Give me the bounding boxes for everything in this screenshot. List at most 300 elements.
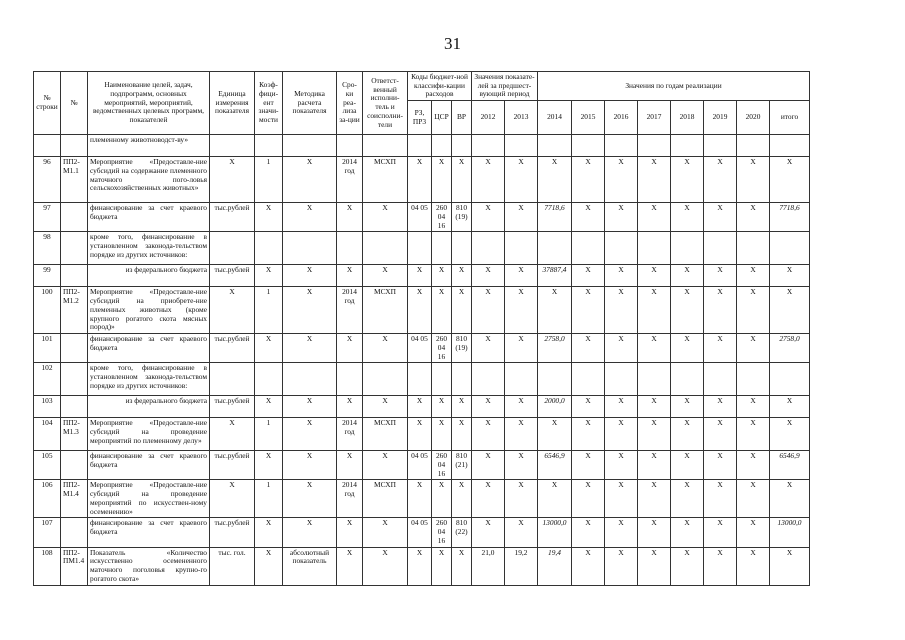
row-2015: Х (572, 418, 605, 451)
header-method: Методика расчета показателя (283, 72, 337, 135)
row-rz: Х (408, 157, 432, 203)
row-2020: Х (737, 518, 770, 547)
row-coef (255, 363, 283, 396)
row-2013: Х (505, 157, 538, 203)
row-name: Мероприятие «Предоставле-ние субсидий на приобрете-ние племенных животных (кроме крупного рогатого скота мясных пород)» (88, 287, 210, 334)
row-rz: Х (408, 287, 432, 334)
row-name: кроме того, финансирование в установленном законода-тельством порядке из других источников: (88, 363, 210, 396)
row-responsible: МСХП (363, 157, 408, 203)
header-2013: 2013 (505, 101, 538, 135)
row-2020: Х (737, 265, 770, 287)
row-coef: Х (255, 334, 283, 363)
row-responsible (363, 232, 408, 265)
row-coef (255, 135, 283, 157)
row-number: 101 (34, 334, 61, 363)
row-coef: 1 (255, 480, 283, 518)
header-responsible: Ответст-венный исполни-тель и соисполни-тели (363, 72, 408, 135)
header-rz: РЗ, ПР3 (408, 101, 432, 135)
header-row-no: № строки (34, 72, 61, 135)
row-2014: Х (538, 157, 572, 203)
row-coef: Х (255, 451, 283, 480)
row-total (770, 232, 810, 265)
row-2018: Х (671, 157, 704, 203)
row-2012: Х (472, 287, 505, 334)
row-2012: Х (472, 265, 505, 287)
row-2019: Х (704, 418, 737, 451)
row-2015: Х (572, 518, 605, 547)
row-2015: Х (572, 265, 605, 287)
row-2018: Х (671, 265, 704, 287)
row-2016: Х (605, 203, 638, 232)
row-code: ПП2-М1.2 (61, 287, 88, 334)
row-2018: Х (671, 547, 704, 585)
row-2014: Х (538, 480, 572, 518)
row-2014: 19,4 (538, 547, 572, 585)
row-rz (408, 135, 432, 157)
row-unit: тыс.рублей (210, 518, 255, 547)
row-term: Х (337, 451, 363, 480)
row-csr: Х (432, 418, 452, 451)
row-rz (408, 363, 432, 396)
row-2018 (671, 363, 704, 396)
row-2018: Х (671, 396, 704, 418)
row-unit: Х (210, 157, 255, 203)
row-method: Х (283, 480, 337, 518)
row-csr: 260 04 16 (432, 518, 452, 547)
row-responsible: Х (363, 334, 408, 363)
row-number: 96 (34, 157, 61, 203)
row-rz: Х (408, 547, 432, 585)
row-2012 (472, 135, 505, 157)
row-2012: Х (472, 396, 505, 418)
row-method (283, 232, 337, 265)
row-2020: Х (737, 480, 770, 518)
row-2020: Х (737, 418, 770, 451)
row-2014: 37887,4 (538, 265, 572, 287)
row-term: 2014 год (337, 157, 363, 203)
row-csr: Х (432, 265, 452, 287)
row-method: абсолютный показатель (283, 547, 337, 585)
row-2013 (505, 232, 538, 265)
row-vr (452, 363, 472, 396)
row-2015 (572, 232, 605, 265)
row-total (770, 135, 810, 157)
row-term: 2014 год (337, 287, 363, 334)
row-term: Х (337, 547, 363, 585)
row-2012: Х (472, 451, 505, 480)
row-number: 108 (34, 547, 61, 585)
page-number: 31 (444, 34, 461, 53)
row-2017: Х (638, 418, 671, 451)
row-total: Х (770, 480, 810, 518)
row-2014: Х (538, 418, 572, 451)
row-2019: Х (704, 287, 737, 334)
row-rz: Х (408, 265, 432, 287)
row-2019: Х (704, 518, 737, 547)
row-unit (210, 363, 255, 396)
row-number: 100 (34, 287, 61, 334)
table-row (34, 396, 810, 418)
row-2019: Х (704, 396, 737, 418)
row-2015 (572, 135, 605, 157)
row-coef: 1 (255, 287, 283, 334)
row-responsible (363, 363, 408, 396)
row-method: Х (283, 418, 337, 451)
row-csr (432, 135, 452, 157)
row-2016: Х (605, 480, 638, 518)
header-prior-period: Значения показате-лей за предшест-вующий период (472, 72, 538, 101)
row-2012 (472, 363, 505, 396)
row-2016: Х (605, 334, 638, 363)
row-2013: Х (505, 203, 538, 232)
row-method: Х (283, 396, 337, 418)
row-2012 (472, 232, 505, 265)
row-total: 6546,9 (770, 451, 810, 480)
row-name: Мероприятие «Предоставле-ние субсидий на проведение мероприятий по племенному делу» (88, 418, 210, 451)
row-rz: 04 05 (408, 518, 432, 547)
row-2017: Х (638, 265, 671, 287)
row-code (61, 203, 88, 232)
row-number: 97 (34, 203, 61, 232)
row-2013 (505, 135, 538, 157)
row-2016: Х (605, 547, 638, 585)
row-2013: Х (505, 480, 538, 518)
row-code: ПП2-М1.4 (61, 480, 88, 518)
table-row (34, 203, 810, 232)
row-2015 (572, 363, 605, 396)
row-code: ПП2-М1.1 (61, 157, 88, 203)
row-vr: Х (452, 287, 472, 334)
row-2012: Х (472, 203, 505, 232)
row-2018: Х (671, 451, 704, 480)
row-2017: Х (638, 334, 671, 363)
header-years: Значения по годам реализации (538, 72, 810, 101)
row-2017: Х (638, 396, 671, 418)
header-2014: 2014 (538, 101, 572, 135)
row-2014: Х (538, 287, 572, 334)
table-body (34, 135, 810, 585)
row-2014 (538, 363, 572, 396)
row-2018 (671, 135, 704, 157)
row-2020: Х (737, 334, 770, 363)
row-total: Х (770, 157, 810, 203)
row-vr (452, 232, 472, 265)
row-2016: Х (605, 518, 638, 547)
row-vr: Х (452, 265, 472, 287)
row-responsible: Х (363, 547, 408, 585)
row-coef (255, 232, 283, 265)
row-method: Х (283, 265, 337, 287)
program-table (33, 71, 810, 586)
row-2017 (638, 363, 671, 396)
row-csr: Х (432, 547, 452, 585)
row-2016: Х (605, 451, 638, 480)
row-responsible: Х (363, 265, 408, 287)
row-2019 (704, 232, 737, 265)
table-row (34, 265, 810, 287)
row-code (61, 451, 88, 480)
row-2013: Х (505, 396, 538, 418)
row-2014 (538, 135, 572, 157)
row-total: 7718,6 (770, 203, 810, 232)
row-2018: Х (671, 480, 704, 518)
row-code: ПП2-М1.3 (61, 418, 88, 451)
row-coef: Х (255, 203, 283, 232)
row-2015: Х (572, 396, 605, 418)
row-method (283, 363, 337, 396)
row-total (770, 363, 810, 396)
row-2020: Х (737, 287, 770, 334)
row-number: 103 (34, 396, 61, 418)
row-name: из федерального бюджета (88, 265, 210, 287)
row-2020: Х (737, 451, 770, 480)
row-csr: Х (432, 157, 452, 203)
row-name: Мероприятие «Предоставле-ние субсидий на проведение мероприятий по искусствен-ному осеменению» (88, 480, 210, 518)
table-row (34, 547, 810, 585)
row-rz: Х (408, 396, 432, 418)
row-name: Показатель «Количество искусственно осемененного маточного поголовья крупно-го рогатого скота» (88, 547, 210, 585)
row-2016 (605, 232, 638, 265)
row-number: 98 (34, 232, 61, 265)
row-total: Х (770, 547, 810, 585)
row-2017: Х (638, 547, 671, 585)
row-unit (210, 135, 255, 157)
row-number: 99 (34, 265, 61, 287)
row-name: финансирование за счет краевого бюджета (88, 451, 210, 480)
table-row (34, 157, 810, 203)
row-term: 2014 год (337, 418, 363, 451)
row-2017 (638, 232, 671, 265)
row-total: Х (770, 265, 810, 287)
row-csr (432, 363, 452, 396)
row-2018: Х (671, 518, 704, 547)
table-row (34, 518, 810, 547)
row-term: Х (337, 518, 363, 547)
row-unit: Х (210, 480, 255, 518)
row-2015: Х (572, 287, 605, 334)
row-csr: 260 04 16 (432, 334, 452, 363)
row-2019 (704, 363, 737, 396)
row-2018: Х (671, 203, 704, 232)
row-2019: Х (704, 334, 737, 363)
row-2012: Х (472, 334, 505, 363)
row-csr (432, 232, 452, 265)
row-2015: Х (572, 203, 605, 232)
row-2017: Х (638, 157, 671, 203)
row-2017: Х (638, 480, 671, 518)
row-rz: Х (408, 418, 432, 451)
row-rz: 04 05 (408, 334, 432, 363)
row-code (61, 396, 88, 418)
row-2014: 2000,0 (538, 396, 572, 418)
row-coef: 1 (255, 418, 283, 451)
row-2020: Х (737, 547, 770, 585)
row-coef: 1 (255, 157, 283, 203)
row-2015: Х (572, 157, 605, 203)
row-csr: 260 04 16 (432, 451, 452, 480)
row-code (61, 334, 88, 363)
row-vr: Х (452, 418, 472, 451)
row-2013: Х (505, 265, 538, 287)
row-unit: тыс.рублей (210, 334, 255, 363)
row-term (337, 363, 363, 396)
row-2020: Х (737, 396, 770, 418)
row-2013: Х (505, 518, 538, 547)
row-2016: Х (605, 396, 638, 418)
row-unit: тыс.рублей (210, 396, 255, 418)
row-csr: Х (432, 396, 452, 418)
row-2019: Х (704, 265, 737, 287)
header-unit: Единица измерения показателя (210, 72, 255, 135)
row-csr: Х (432, 480, 452, 518)
row-2014: 2758,0 (538, 334, 572, 363)
row-2012: Х (472, 518, 505, 547)
row-responsible (363, 135, 408, 157)
table-row (34, 287, 810, 334)
row-rz: 04 05 (408, 451, 432, 480)
row-name: кроме того, финансирование в установленном законода-тельством порядке из других источников: (88, 232, 210, 265)
row-number: 107 (34, 518, 61, 547)
row-unit: Х (210, 418, 255, 451)
row-total: 13000,0 (770, 518, 810, 547)
row-code (61, 265, 88, 287)
table-row (34, 135, 810, 157)
row-vr (452, 135, 472, 157)
row-2019: Х (704, 547, 737, 585)
row-vr: 810 (22) (452, 518, 472, 547)
row-method: Х (283, 203, 337, 232)
row-unit: тыс.рублей (210, 451, 255, 480)
row-coef: Х (255, 518, 283, 547)
row-2019: Х (704, 480, 737, 518)
row-number: 106 (34, 480, 61, 518)
row-method: Х (283, 334, 337, 363)
row-2019: Х (704, 157, 737, 203)
row-vr: Х (452, 396, 472, 418)
row-code (61, 518, 88, 547)
row-2012: Х (472, 157, 505, 203)
header-budget-codes: Коды бюджет-ной классифи-кации расходов (408, 72, 472, 101)
header-2020: 2020 (737, 101, 770, 135)
row-responsible: Х (363, 518, 408, 547)
row-2020: Х (737, 157, 770, 203)
row-total: Х (770, 396, 810, 418)
table-row (34, 451, 810, 480)
header-2018: 2018 (671, 101, 704, 135)
header-name: Наименование целей, задач, подпрограмм, основных мероприятий, мероприятий, ведомственных целевых программ, показателей (88, 72, 210, 135)
row-2012: Х (472, 418, 505, 451)
row-2012: Х (472, 480, 505, 518)
row-2014: 6546,9 (538, 451, 572, 480)
row-2014 (538, 232, 572, 265)
row-number: 104 (34, 418, 61, 451)
row-term: Х (337, 203, 363, 232)
row-term: 2014 год (337, 480, 363, 518)
row-2020 (737, 363, 770, 396)
row-2015: Х (572, 334, 605, 363)
header-term: Сро-ки реа-лиза за-ции (337, 72, 363, 135)
row-term: Х (337, 265, 363, 287)
row-2013: Х (505, 287, 538, 334)
row-name: финансирование за счет краевого бюджета (88, 518, 210, 547)
row-2020 (737, 135, 770, 157)
row-2020 (737, 232, 770, 265)
header-csr: ЦСР (432, 101, 452, 135)
header-no: № (61, 72, 88, 135)
row-vr: Х (452, 157, 472, 203)
row-total: 2758,0 (770, 334, 810, 363)
row-csr: 260 04 16 (432, 203, 452, 232)
row-2017: Х (638, 287, 671, 334)
table-row (34, 232, 810, 265)
row-method: Х (283, 157, 337, 203)
table-row (34, 480, 810, 518)
header-total: итого (770, 101, 810, 135)
row-2013 (505, 363, 538, 396)
row-2016: Х (605, 265, 638, 287)
header-vr: ВР (452, 101, 472, 135)
row-term (337, 135, 363, 157)
row-2013: Х (505, 451, 538, 480)
row-responsible: Х (363, 396, 408, 418)
table-row (34, 334, 810, 363)
row-term: Х (337, 334, 363, 363)
row-2020: Х (737, 203, 770, 232)
header-2019: 2019 (704, 101, 737, 135)
row-2014: 13000,0 (538, 518, 572, 547)
row-name: Мероприятие «Предоставле-ние субсидий на содержание племенного маточного пого-ловья сельскохозяйственных животных» (88, 157, 210, 203)
row-name: из федерального бюджета (88, 396, 210, 418)
row-2016 (605, 135, 638, 157)
row-2016: Х (605, 287, 638, 334)
row-method (283, 135, 337, 157)
row-unit (210, 232, 255, 265)
row-total: Х (770, 287, 810, 334)
row-coef: Х (255, 396, 283, 418)
row-2016 (605, 363, 638, 396)
row-2019: Х (704, 451, 737, 480)
row-unit: тыс. гол. (210, 547, 255, 585)
row-number (34, 135, 61, 157)
row-total: Х (770, 418, 810, 451)
row-code (61, 135, 88, 157)
row-coef: Х (255, 265, 283, 287)
row-2018 (671, 232, 704, 265)
row-rz: 04 05 (408, 203, 432, 232)
row-2018: Х (671, 418, 704, 451)
header-coef: Коэф-фици-ент значи-мости (255, 72, 283, 135)
row-csr: Х (432, 287, 452, 334)
row-unit: Х (210, 287, 255, 334)
row-responsible: Х (363, 451, 408, 480)
row-number: 105 (34, 451, 61, 480)
row-2013: Х (505, 418, 538, 451)
row-vr: 810 (19) (452, 334, 472, 363)
row-2015: Х (572, 547, 605, 585)
row-code (61, 232, 88, 265)
row-2017: Х (638, 518, 671, 547)
row-method: Х (283, 451, 337, 480)
row-2013: 19,2 (505, 547, 538, 585)
row-2017: Х (638, 203, 671, 232)
row-vr: 810 (21) (452, 451, 472, 480)
row-rz (408, 232, 432, 265)
row-vr: Х (452, 547, 472, 585)
row-code: ПП2-ПМ1.4 (61, 547, 88, 585)
row-method: Х (283, 518, 337, 547)
row-unit: тыс.рублей (210, 203, 255, 232)
row-name: племенному животноводст-ву» (88, 135, 210, 157)
